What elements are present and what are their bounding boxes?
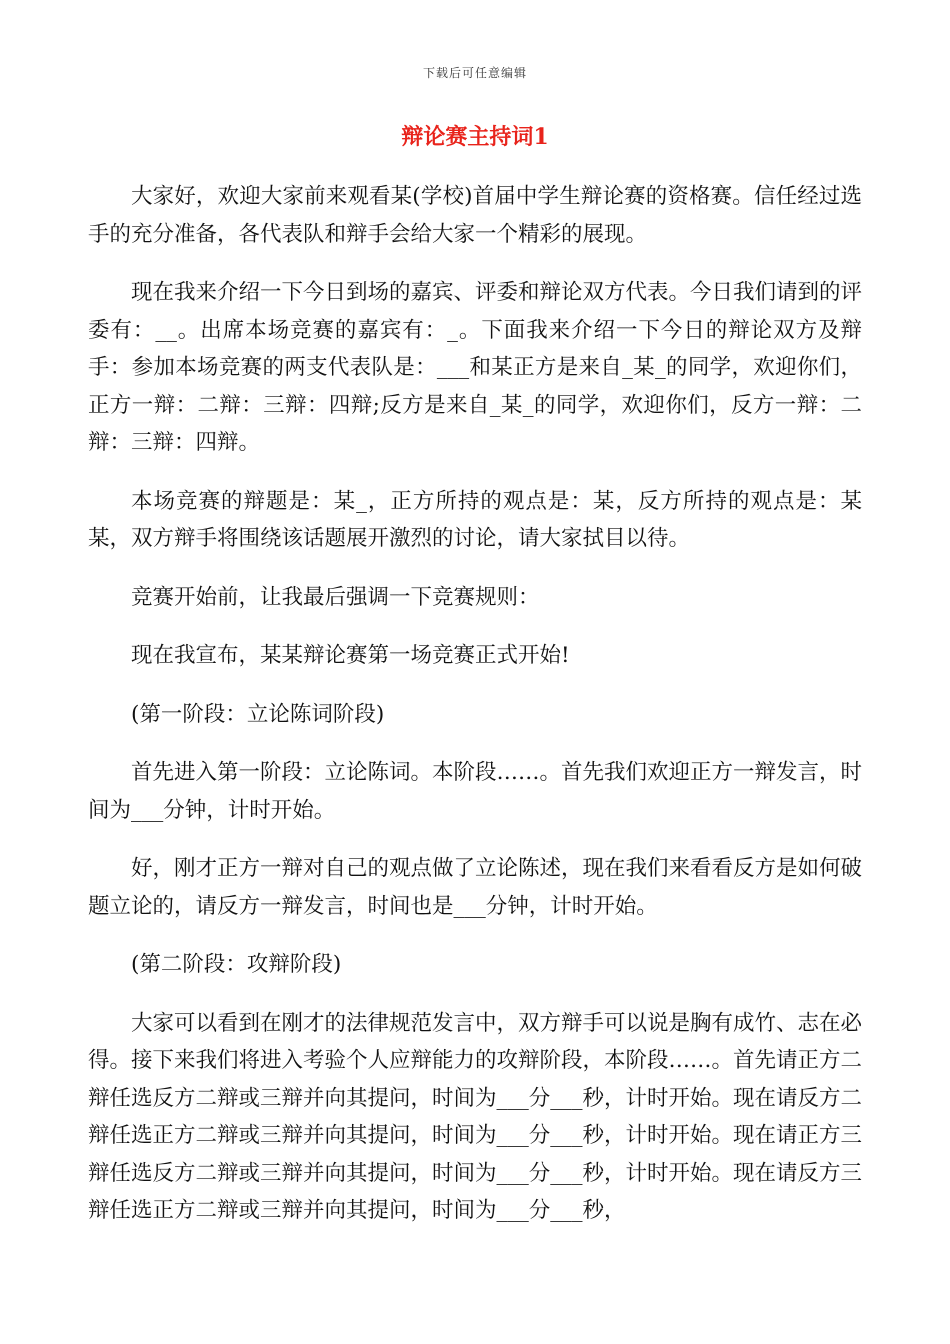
- paragraph-stage-one-affirmative: 首先进入第一阶段：立论陈词。本阶段……。首先我们欢迎正方一辩发言，时间为___分钟，计时开始。: [88, 760, 863, 823]
- paragraph-stage-two-questions: 大家可以看到在刚才的法律规范发言中，双方辩手可以说是胸有成竹、志在必得。接下来我们将进入考验个人应辩能力的攻辩阶段，本阶段……。首先请正方二辩任选反方二辩或三辩并向其提问，时间为___分___秒，计时开始。现在请反方二辩任选正方二辩或三辩并向其提问，时间为___分___秒，计时开始。现在请正方三辩任选反方二辩或三辩并向其提问，时间为___分___秒，计时开始。现在请反方三辩任选正方二辩或三辩并向其提问，时间为___分___秒，: [88, 1010, 863, 1223]
- paragraph-stage-two-heading: (第二阶段：攻辩阶段): [131, 952, 342, 977]
- paragraph-start-announcement: 现在我宣布，某某辩论赛第一场竞赛正式开始!: [131, 643, 570, 668]
- document-body: [88, 178, 862, 1251]
- paragraph-topic: 本场竞赛的辩题是：某_，正方所持的观点是：某，反方所持的观点是：某某，双方辩手将围绕该话题展开激烈的讨论，请大家拭目以待。: [88, 488, 862, 551]
- document-title: 辩论赛主持词1: [401, 124, 549, 150]
- paragraph-stage-one-negative: 好，刚才正方一辩对自己的观点做了立论陈述，现在我们来看看反方是如何破题立论的，请反方一辩发言，时间也是___分钟，计时开始。: [88, 856, 863, 919]
- paragraph-welcome: 大家好，欢迎大家前来观看某(学校)首届中学生辩论赛的资格赛。信任经过选手的充分准备，各代表队和辩手会给大家一个精彩的展现。: [88, 184, 862, 247]
- paragraph-introductions: 现在我来介绍一下今日到场的嘉宾、评委和辩论双方代表。今日我们请到的评委有：__。出席本场竞赛的嘉宾有：_。下面我来介绍一下今日的辩论双方及辩手：参加本场竞赛的两支代表队是：___和某正方是来自_某_的同学，欢迎你们，正方一辩：二辩：三辩：四辩;反方是来自_某_的同学，欢迎你们，反方一辩：二辩：三辩：四辩。: [88, 280, 863, 455]
- paragraph-rules-intro: 竞赛开始前，让我最后强调一下竞赛规则：: [131, 584, 540, 610]
- download-note: 下载后可任意编辑: [422, 66, 527, 80]
- paragraph-stage-one-heading: (第一阶段：立论陈词阶段): [131, 701, 385, 727]
